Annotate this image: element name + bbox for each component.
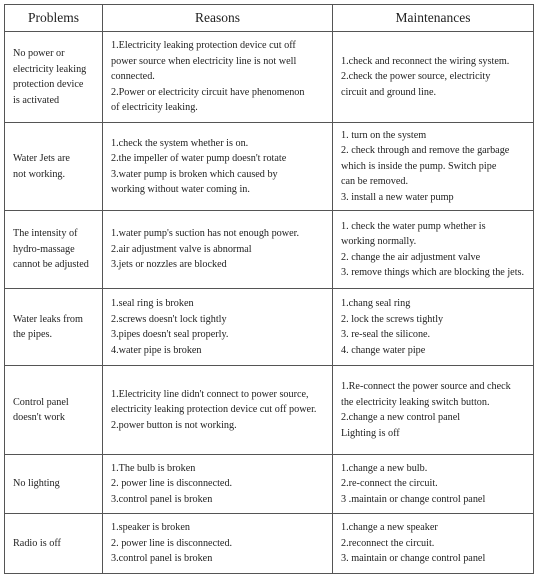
header-maintenances: Maintenances <box>333 5 534 32</box>
cell-text-line: electricity leaking protection device cut off power. <box>111 404 317 416</box>
cell-text-line: 2.air adjustment valve is abnormal <box>111 243 252 255</box>
cell-text-line: 2.power button is not working. <box>111 419 237 431</box>
troubleshooting-table-container <box>4 4 534 574</box>
cell-text-line: 2. power line is disconnected. <box>111 478 233 490</box>
cell-text-line: 2. change the air adjustment valve <box>341 251 481 263</box>
cell-text-line: electricity leaking <box>13 63 87 75</box>
reasons-cell <box>103 366 333 455</box>
maintenances-cell <box>333 123 534 211</box>
cell-text-line: 2. power line is disconnected. <box>111 537 233 549</box>
cell-text-line: 1.speaker is broken <box>111 522 190 534</box>
cell-text-line: 2.screws doesn't lock tightly <box>111 313 227 325</box>
reasons-cell <box>103 514 333 574</box>
reasons-cell <box>103 123 333 211</box>
cell-text-line: 1. check the water pump whether is <box>341 220 486 232</box>
problem-cell <box>5 32 103 123</box>
maintenances-cell <box>333 366 534 455</box>
cell-text-line: 1.Electricity leaking protection device cut off <box>111 40 296 52</box>
reasons-cell <box>103 32 333 123</box>
cell-text-line: connected. <box>111 71 155 83</box>
cell-text-line: 1. turn on the system <box>341 129 427 141</box>
cell-text-line: working normally. <box>341 236 417 247</box>
cell-text-line: 3.control panel is broken <box>111 493 213 505</box>
cell-text-line: 3. remove things which are blocking the jets. <box>341 267 525 278</box>
table-row <box>5 366 534 455</box>
cell-text-line: is activated <box>13 94 60 106</box>
cell-text-line: Water Jets are <box>13 153 70 164</box>
cell-text-line: working without water coming in. <box>111 184 250 195</box>
maintenances-cell <box>333 514 534 574</box>
problem-cell <box>5 455 103 514</box>
cell-text-line: 1.seal ring is broken <box>111 298 194 309</box>
cell-text-line: No lighting <box>13 478 60 490</box>
cell-text-line: which is inside the pump. Switch pipe <box>341 160 497 172</box>
cell-text-line: 3.jets or nozzles are blocked <box>111 259 227 271</box>
cell-text-line: 4. change water pipe <box>341 344 426 356</box>
cell-text-line: 2. check through and remove the garbage <box>341 145 510 157</box>
header-row <box>5 5 534 32</box>
table-row <box>5 514 534 574</box>
cell-text-line: 1.chang seal ring <box>341 298 411 309</box>
reasons-cell <box>103 455 333 514</box>
cell-text-line: doesn't work <box>13 412 65 423</box>
cell-text-line: No power or <box>13 48 65 59</box>
cell-text-line: 1.The bulb is broken <box>111 462 196 474</box>
cell-text-line: the pipes. <box>13 329 53 340</box>
cell-text-line: 4.water pipe is broken <box>111 344 202 356</box>
cell-text-line: 1.change a new bulb. <box>341 462 428 474</box>
header-reasons: Reasons <box>103 5 333 32</box>
cell-text-line: of electricity leaking. <box>111 102 198 114</box>
cell-text-line: 2.check the power source, electricity <box>341 71 491 83</box>
maintenances-cell <box>333 211 534 289</box>
cell-text-line: 2. lock the screws tightly <box>341 313 444 325</box>
cell-text-line: The intensity of <box>13 228 78 240</box>
problem-cell <box>5 366 103 455</box>
cell-text-line: 1.Re-connect the power source and check <box>341 381 511 392</box>
cell-text-line: 1.check the system whether is on. <box>111 137 249 149</box>
cell-text-line: 2.Power or electricity circuit have phenomenon <box>111 86 305 98</box>
cell-text-line: 3. re-seal the silicone. <box>341 329 431 340</box>
table-row <box>5 455 534 514</box>
table-row <box>5 32 534 123</box>
problem-cell <box>5 211 103 289</box>
cell-text-line: 2.reconnect the circuit. <box>341 537 435 549</box>
cell-text-line: circuit and ground line. <box>341 86 437 98</box>
header-problems: Problems <box>5 5 103 32</box>
cell-text-line: 3 .maintain or change control panel <box>341 493 486 505</box>
cell-text-line: not working. <box>13 168 66 180</box>
cell-text-line: 3.control panel is broken <box>111 553 213 565</box>
cell-text-line: 1.change a new speaker <box>341 522 438 534</box>
problem-cell <box>5 123 103 211</box>
problem-cell <box>5 289 103 366</box>
cell-text-line: hydro-massage <box>13 243 75 255</box>
cell-text-line: 1.check and reconnect the wiring system. <box>341 55 510 67</box>
cell-text-line: Radio is off <box>13 537 61 549</box>
table-row <box>5 211 534 289</box>
maintenances-cell <box>333 455 534 514</box>
cell-text-line: power source when electricity line is not well <box>111 55 297 67</box>
troubleshooting-table <box>4 4 534 574</box>
cell-text-line: 3. install a new water pump <box>341 191 454 203</box>
cell-text-line: Lighting is off <box>341 427 400 439</box>
cell-text-line: Control panel <box>13 396 69 408</box>
reasons-cell <box>103 211 333 289</box>
cell-text-line: 2.re-connect the circuit. <box>341 478 438 490</box>
cell-text-line: 3.water pump is broken which caused by <box>111 168 278 180</box>
cell-text-line: 1.water pump's suction has not enough power. <box>111 228 300 240</box>
cell-text-line: 3.pipes doesn't seal properly. <box>111 329 229 340</box>
cell-text-line: the electricity leaking switch button. <box>341 396 490 408</box>
cell-text-line: can be removed. <box>341 176 409 188</box>
cell-text-line: protection device <box>13 79 84 90</box>
cell-text-line: cannot be adjusted <box>13 259 89 271</box>
maintenances-cell <box>333 289 534 366</box>
problem-cell <box>5 514 103 574</box>
table-row <box>5 123 534 211</box>
reasons-cell <box>103 289 333 366</box>
cell-text-line: Water leaks from <box>13 313 83 325</box>
cell-text-line: 2.the impeller of water pump doesn't rotate <box>111 153 287 164</box>
cell-text-line: 1.Electricity line didn't connect to power source, <box>111 388 309 400</box>
cell-text-line: 2.change a new control panel <box>341 412 461 423</box>
table-body <box>5 32 534 574</box>
maintenances-cell <box>333 32 534 123</box>
cell-text-line: 3. maintain or change control panel <box>341 553 486 565</box>
table-row <box>5 289 534 366</box>
